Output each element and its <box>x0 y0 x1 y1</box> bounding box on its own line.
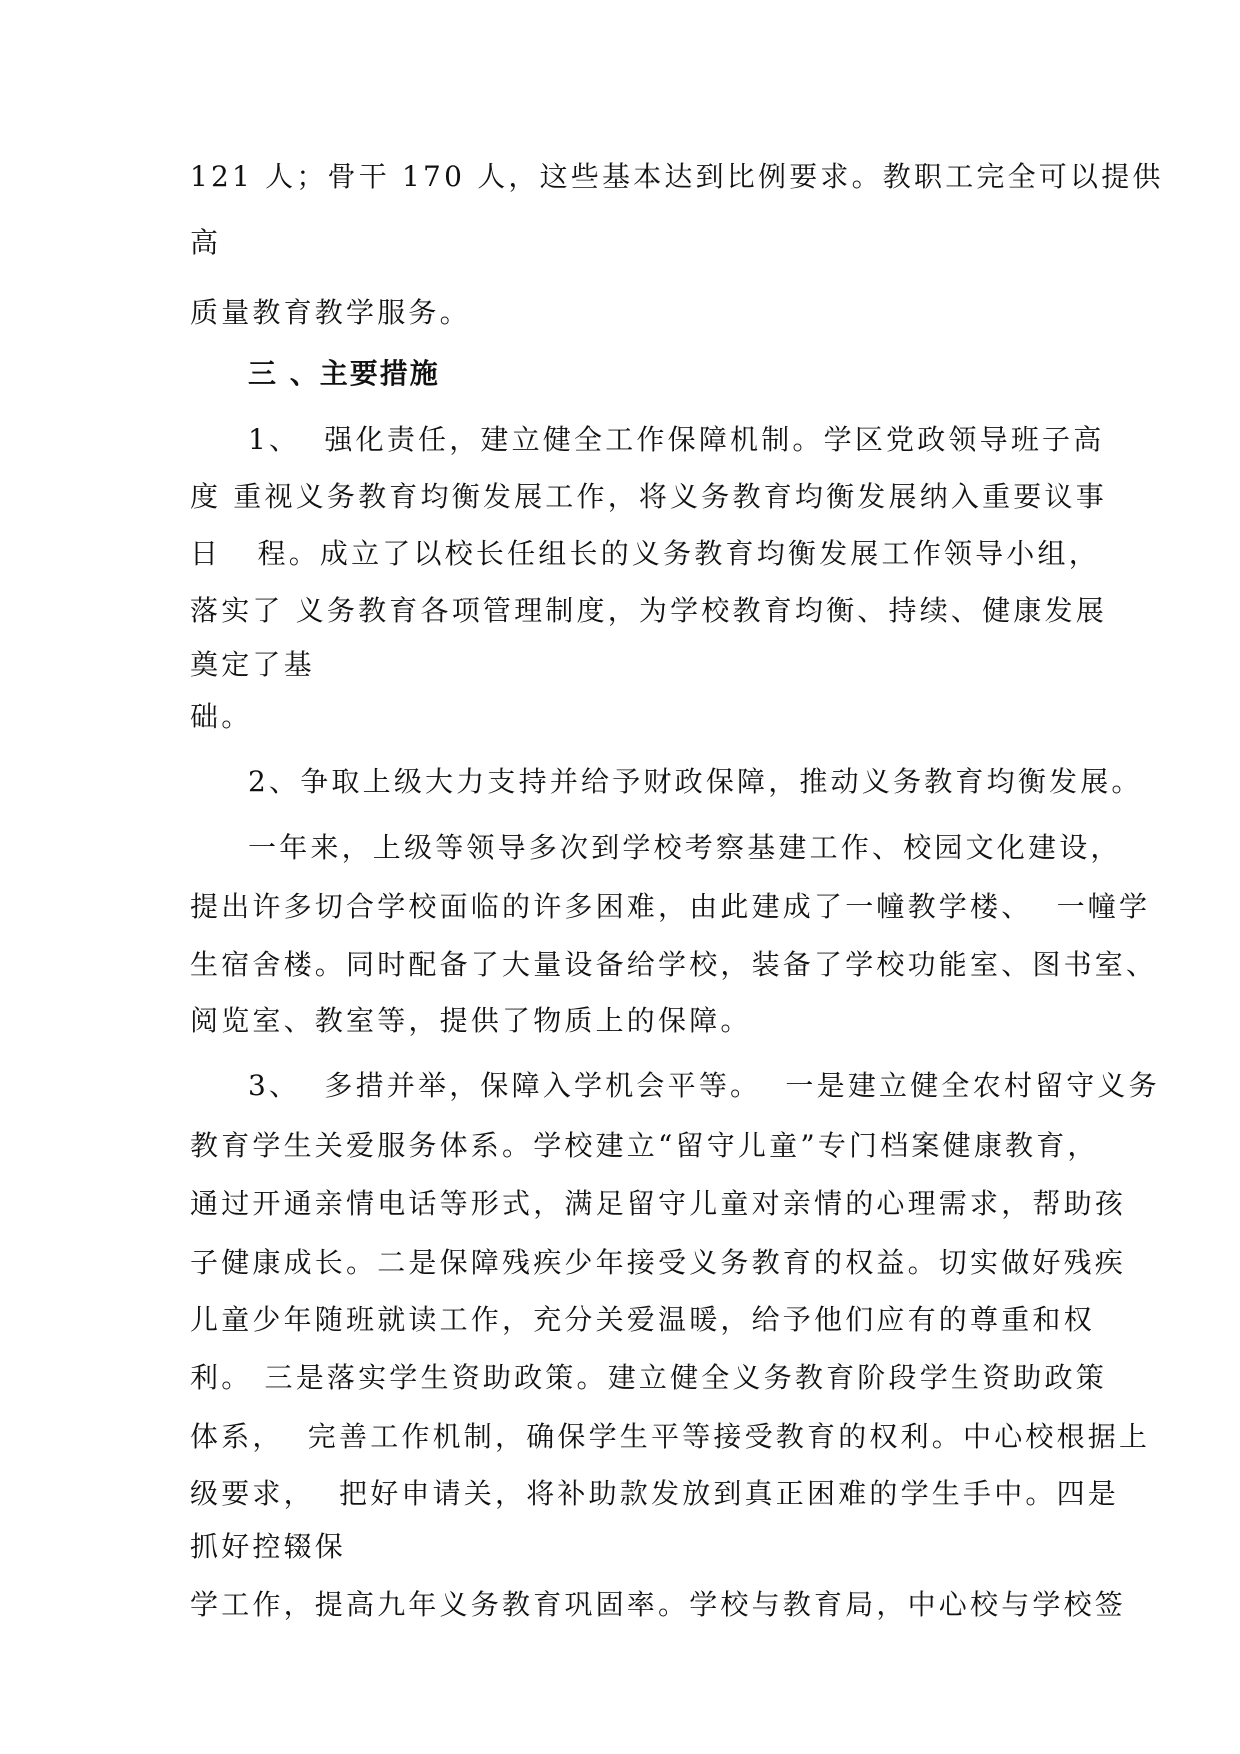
text-line: 质量教育教学服务。 <box>190 296 471 329</box>
text-line: 础。 <box>190 700 253 733</box>
text-line: 利。 三是落实学生资助政策。建立健全义务教育阶段学生资助政策 <box>190 1361 1107 1394</box>
text-line: 2、争取上级大力支持并给予财政保障，推动义务教育均衡发展。 <box>248 765 1143 798</box>
text-line: 奠定了基 <box>190 648 315 681</box>
text-line: 3、 多措并举，保障入学机会平等。 一是建立健全农村留守义务 <box>248 1069 1160 1102</box>
text-line: 生宿舍楼。同时配备了大量设备给学校，装备了学校功能室、图书室、 <box>190 948 1158 981</box>
text-line: 通过开通亲情电话等形式，满足留守儿童对亲情的心理需求，帮助孩 <box>190 1187 1127 1220</box>
text-line: 日 程。成立了以校长任组长的义务教育均衡发展工作领导小组， <box>190 537 1100 570</box>
text-line: 儿童少年随班就读工作，充分关爱温暖，给予他们应有的尊重和权 <box>190 1303 1095 1336</box>
text-line: 提出许多切合学校面临的许多困难，由此建成了一幢教学楼、 一幢学 <box>190 890 1151 923</box>
text-line: 121 人；骨干 170 人，这些基本达到比例要求。教职工完全可以提供 <box>190 160 1164 193</box>
text-line: 一年来，上级等领导多次到学校考察基建工作、校园文化建设， <box>248 831 1122 864</box>
text-line: 落实了 义务教育各项管理制度，为学校教育均衡、持续、健康发展 <box>190 594 1107 627</box>
text-line: 学工作，提高九年义务教育巩固率。学校与教育局，中心校与学校签 <box>190 1588 1127 1621</box>
text-line: 抓好控辍保 <box>190 1530 347 1563</box>
text-line: 阅览室、教室等，提供了物质上的保障。 <box>190 1004 752 1037</box>
text-line: 高 <box>190 226 222 259</box>
text-line: 教育学生关爱服务体系。学校建立“留守儿童”专门档案健康教育， <box>190 1129 1099 1162</box>
text-line: 级要求， 把好申请关，将补助款发放到真正困难的学生手中。四是 <box>190 1477 1120 1510</box>
text-line: 度 重视义务教育均衡发展工作，将义务教育均衡发展纳入重要议事 <box>190 480 1107 513</box>
text-line: 1、 强化责任，建立健全工作保障机制。学区党政领导班子高 <box>248 423 1105 456</box>
section-heading: 三 、主要措施 <box>248 357 440 390</box>
text-line: 体系， 完善工作机制，确保学生平等接受教育的权利。中心校根据上 <box>190 1420 1151 1453</box>
text-line: 子健康成长。二是保障残疾少年接受义务教育的权益。切实做好残疾 <box>190 1246 1127 1279</box>
